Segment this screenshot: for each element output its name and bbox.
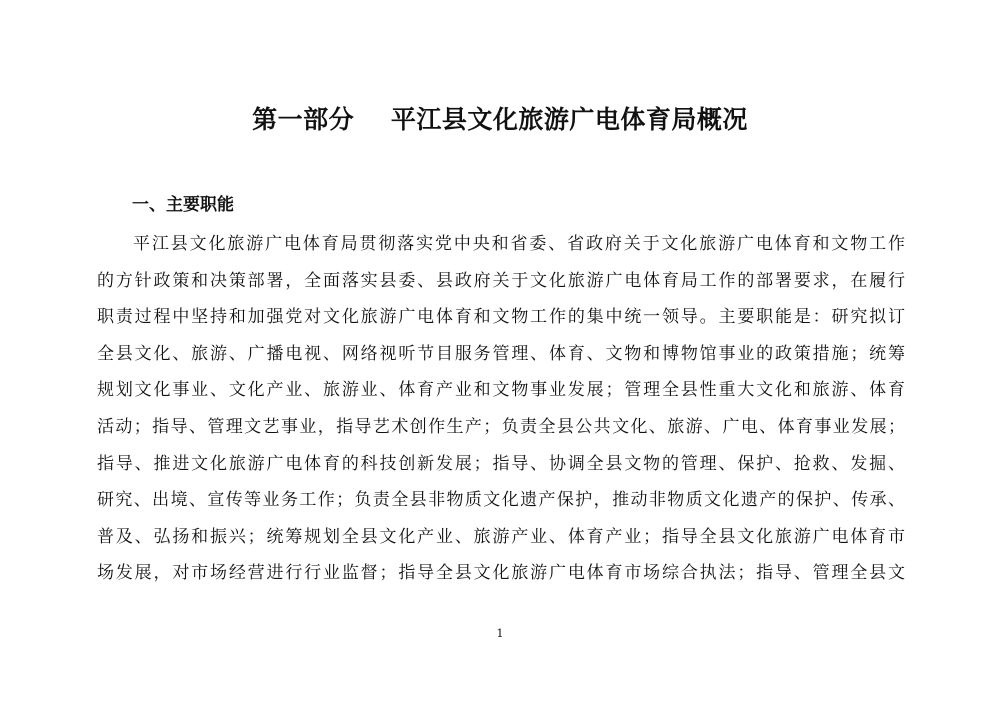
paragraph-line: 全县文化、旅游、广播电视、网络视听节目服务管理、体育、文物和博物馆事业的政策措施；统筹 (97, 343, 905, 364)
paragraph-line: 职责过程中坚持和加强党对文化旅游广电体育和文物工作的集中统一领导。主要职能是：研究拟订 (97, 307, 905, 328)
paragraph-line: 平江县文化旅游广电体育局贯彻落实党中央和省委、省政府关于文化旅游广电体育和文物工作 (133, 234, 905, 254)
paragraph-line: 规划文化事业、文化产业、旅游业、体育产业和文物事业发展；管理全县性重大文化和旅游、体育 (97, 380, 905, 401)
paragraph-line: 普及、弘扬和振兴；统筹规划全县文化产业、旅游产业、体育产业；指导全县文化旅游广电体育市 (97, 526, 905, 547)
section-heading: 一、主要职能 (132, 195, 234, 215)
body-paragraph (97, 226, 905, 592)
page-title: 第一部分 平江县文化旅游广电体育局概况 (252, 105, 748, 134)
paragraph-line: 研究、出境、宣传等业务工作；负责全县非物质文化遗产保护，推动非物质文化遗产的保护、传承、 (97, 490, 905, 511)
paragraph-line: 的方针政策和决策部署，全面落实县委、县政府关于文化旅游广电体育局工作的部署要求，在履行 (97, 270, 905, 291)
page-number: 1 (496, 627, 504, 640)
paragraph-line: 指导、推进文化旅游广电体育的科技创新发展；指导、协调全县文物的管理、保护、抢救、发掘、 (97, 453, 905, 474)
paragraph-line: 活动；指导、管理文艺事业，指导艺术创作生产；负责全县公共文化、旅游、广电、体育事业发展； (97, 416, 905, 437)
paragraph-line: 场发展，对市场经营进行行业监督；指导全县文化旅游广电体育市场综合执法；指导、管理全县文 (97, 563, 905, 584)
